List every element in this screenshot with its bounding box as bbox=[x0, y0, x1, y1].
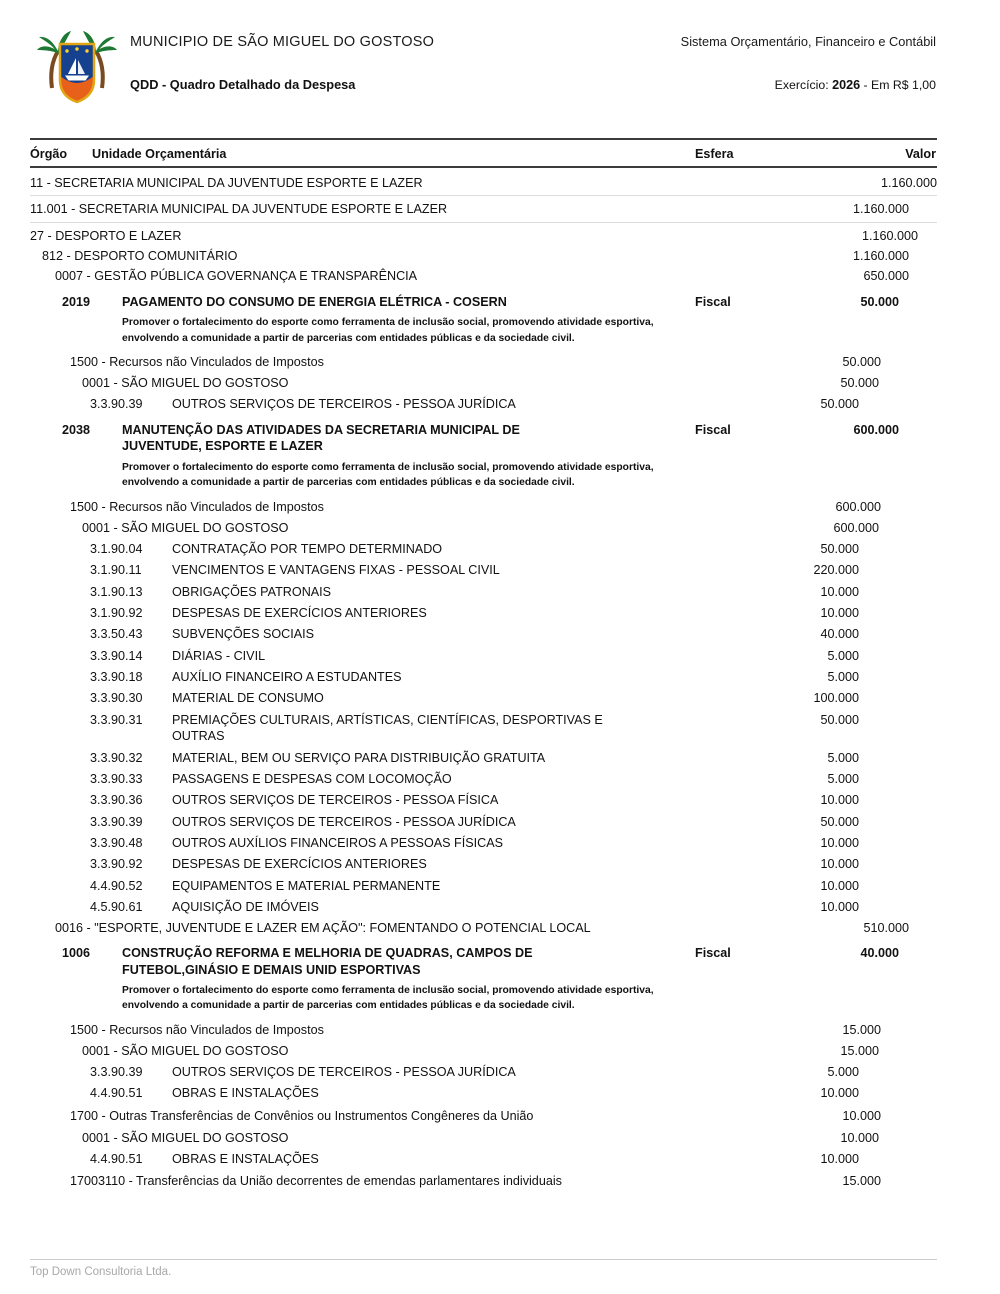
table-row-natureza bbox=[30, 854, 937, 875]
nature-code: 4.5.90.61 bbox=[90, 900, 143, 915]
nature-code: 3.3.90.18 bbox=[90, 670, 143, 685]
row-value: 650.000 bbox=[863, 269, 909, 284]
nature-value: 10.000 bbox=[820, 878, 859, 893]
column-header-esfera: Esfera bbox=[695, 147, 734, 161]
exercise-label: Exercício: bbox=[774, 78, 829, 92]
nature-label: OUTROS AUXÍLIOS FINANCEIROS A PESSOAS FÍSICAS bbox=[172, 835, 504, 850]
row-label: 11.001 - SECRETARIA MUNICIPAL DA JUVENTUDE ESPORTE E LAZER bbox=[30, 202, 448, 217]
nature-label: SUBVENÇÕES SOCIAIS bbox=[172, 627, 315, 642]
nature-label: CONTRATAÇÃO POR TEMPO DETERMINADO bbox=[172, 541, 443, 556]
action-description: Promover o fortalecimento do esporte como ferramenta de inclusão social, promovendo atividade esportiva, envolvendo a comunidade a partir de parcerias com entidades públicas e da sociedade civil. bbox=[122, 317, 654, 344]
row-value: 1.160.000 bbox=[852, 202, 909, 217]
table-row-natureza bbox=[30, 1148, 937, 1169]
row-label: 812 - DESPORTO COMUNITÁRIO bbox=[42, 249, 238, 264]
nature-value: 10.000 bbox=[820, 900, 859, 915]
nature-code: 3.3.90.32 bbox=[90, 750, 143, 765]
row-value: 1.160.000 bbox=[861, 228, 918, 243]
table-row-natureza bbox=[30, 394, 937, 415]
nature-label: VENCIMENTOS E VANTAGENS FIXAS - PESSOAL CIVIL bbox=[172, 563, 500, 578]
report-header bbox=[0, 0, 1000, 138]
nature-code: 3.3.90.30 bbox=[90, 691, 143, 706]
table-row-natureza bbox=[30, 667, 937, 688]
action-value: 600.000 bbox=[853, 423, 899, 438]
action-esfera: Fiscal bbox=[695, 294, 731, 309]
row-value: 15.000 bbox=[842, 1174, 881, 1189]
table-row-natureza bbox=[30, 581, 937, 602]
nature-label: MATERIAL DE CONSUMO bbox=[172, 691, 324, 706]
row-label: 27 - DESPORTO E LAZER bbox=[30, 228, 182, 243]
nature-value: 5.000 bbox=[827, 771, 859, 786]
table-row-natureza bbox=[30, 688, 937, 709]
nature-code: 3.3.90.14 bbox=[90, 648, 143, 663]
row-label: 1500 - Recursos não Vinculados de Impostos bbox=[70, 1022, 324, 1037]
nature-value: 50.000 bbox=[820, 814, 859, 829]
table-row-funcao bbox=[30, 223, 937, 246]
nature-value: 10.000 bbox=[820, 584, 859, 599]
nature-value: 5.000 bbox=[827, 750, 859, 765]
nature-code: 3.3.90.39 bbox=[90, 814, 143, 829]
row-value: 1.160.000 bbox=[852, 249, 909, 264]
nature-code: 3.3.90.92 bbox=[90, 857, 143, 872]
row-value: 50.000 bbox=[842, 355, 881, 370]
row-label: 1500 - Recursos não Vinculados de Impostos bbox=[70, 499, 324, 514]
nature-code: 3.3.90.33 bbox=[90, 771, 143, 786]
municipality-name: MUNICIPIO DE SÃO MIGUEL DO GOSTOSO bbox=[130, 34, 435, 50]
exercise-year: 2026 bbox=[832, 78, 861, 92]
nature-value: 220.000 bbox=[813, 563, 859, 578]
nature-code: 4.4.90.51 bbox=[90, 1086, 143, 1101]
table-row-fonte bbox=[30, 1104, 937, 1126]
nature-code: 3.3.90.36 bbox=[90, 793, 143, 808]
row-label: 1700 - Outras Transferências de Convênios ou Instrumentos Congêneres da União bbox=[70, 1109, 534, 1124]
crest-icon bbox=[37, 30, 117, 116]
table-row-natureza bbox=[30, 603, 937, 624]
nature-value: 10.000 bbox=[820, 606, 859, 620]
nature-value: 100.000 bbox=[813, 691, 859, 706]
nature-code: 4.4.90.52 bbox=[90, 878, 143, 893]
column-header-orgao: Órgão bbox=[30, 147, 68, 161]
row-value: 600.000 bbox=[833, 521, 879, 536]
system-name: Sistema Orçamentário, Financeiro e Contábil bbox=[680, 34, 936, 49]
nature-value: 40.000 bbox=[820, 627, 859, 642]
table-row-natureza bbox=[30, 645, 937, 666]
row-value: 1.160.000 bbox=[880, 176, 937, 190]
table-row-unidade bbox=[30, 196, 937, 222]
action-description: Promover o fortalecimento do esporte como ferramenta de inclusão social, promovendo atividade esportiva, envolvendo a comunidade a partir de parcerias com entidades públicas e da sociedade civil. bbox=[122, 461, 654, 489]
report-footer bbox=[30, 1259, 937, 1278]
row-value: 510.000 bbox=[863, 920, 909, 935]
action-esfera: Fiscal bbox=[695, 423, 731, 438]
nature-label: OBRAS E INSTALAÇÕES bbox=[172, 1151, 319, 1166]
currency-note: - Em R$ 1,00 bbox=[863, 78, 936, 92]
nature-code: 3.3.90.39 bbox=[90, 397, 143, 412]
municipality-crest-logo bbox=[37, 30, 117, 116]
row-label: 11 - SECRETARIA MUNICIPAL DA JUVENTUDE ESPORTE E LAZER bbox=[30, 176, 423, 190]
action-title: PAGAMENTO DO CONSUMO DE ENERGIA ELÉTRICA - COSERN bbox=[122, 294, 507, 309]
nature-label: OBRIGAÇÕES PATRONAIS bbox=[172, 584, 332, 599]
nature-value: 10.000 bbox=[820, 1086, 859, 1101]
footer-company: Top Down Consultoria Ltda. bbox=[30, 1266, 172, 1278]
nature-label: DESPESAS DE EXERCÍCIOS ANTERIORES bbox=[172, 606, 427, 620]
nature-code: 3.1.90.11 bbox=[90, 563, 142, 578]
row-value: 10.000 bbox=[840, 1130, 879, 1145]
table-row-natureza bbox=[30, 811, 937, 832]
nature-value: 50.000 bbox=[820, 541, 859, 556]
nature-label: OBRAS E INSTALAÇÕES bbox=[172, 1086, 319, 1101]
nature-label: MATERIAL, BEM OU SERVIÇO PARA DISTRIBUIÇÃO GRATUITA bbox=[172, 750, 546, 765]
table-row-fonte bbox=[30, 495, 937, 517]
table-row-fonte bbox=[30, 1018, 937, 1040]
action-main bbox=[122, 294, 695, 346]
table-row-natureza bbox=[30, 709, 937, 747]
nature-label: OUTROS SERVIÇOS DE TERCEIROS - PESSOA JURÍDICA bbox=[172, 397, 516, 412]
column-header-valor: Valor bbox=[905, 147, 936, 161]
table-row-fonte bbox=[30, 350, 937, 372]
nature-code: 3.1.90.13 bbox=[90, 584, 143, 599]
nature-label: PASSAGENS E DESPESAS COM LOCOMOÇÃO bbox=[172, 771, 452, 786]
nature-label: OUTROS SERVIÇOS DE TERCEIROS - PESSOA JURÍDICA bbox=[172, 1065, 516, 1080]
table-row-programa bbox=[30, 918, 937, 938]
nature-value: 50.000 bbox=[820, 712, 859, 727]
column-header-unidade: Unidade Orçamentária bbox=[92, 147, 227, 161]
action-title: CONSTRUÇÃO REFORMA E MELHORIA DE QUADRAS, CAMPOS DE FUTEBOL,GINÁSIO E DEMAIS UNID ESPORTIVAS bbox=[122, 946, 533, 977]
table-row-local bbox=[30, 1127, 937, 1148]
table-row-natureza bbox=[30, 624, 937, 645]
table-row-fonte bbox=[30, 1169, 937, 1191]
table-row-natureza bbox=[30, 875, 937, 896]
row-label: 0001 - SÃO MIGUEL DO GOSTOSO bbox=[82, 376, 289, 391]
action-title: MANUTENÇÃO DAS ATIVIDADES DA SECRETARIA MUNICIPAL DE JUVENTUDE, ESPORTE E LAZER bbox=[122, 423, 520, 454]
row-value: 50.000 bbox=[840, 376, 879, 391]
nature-value: 5.000 bbox=[827, 670, 859, 685]
action-code: 1006 bbox=[62, 946, 91, 961]
action-value: 50.000 bbox=[860, 294, 899, 309]
nature-code: 3.3.90.31 bbox=[90, 712, 143, 727]
table-row-natureza bbox=[30, 790, 937, 811]
action-code: 2038 bbox=[62, 423, 91, 438]
table-row-acao bbox=[30, 938, 937, 1018]
nature-code: 3.3.50.43 bbox=[90, 627, 143, 642]
nature-value: 5.000 bbox=[827, 1065, 859, 1080]
nature-label: AQUISIÇÃO DE IMÓVEIS bbox=[172, 900, 319, 915]
nature-code: 3.3.90.48 bbox=[90, 835, 143, 850]
row-label: 0001 - SÃO MIGUEL DO GOSTOSO bbox=[82, 1130, 289, 1145]
table-row-programa bbox=[30, 266, 937, 286]
row-label: 1500 - Recursos não Vinculados de Impostos bbox=[70, 355, 324, 370]
nature-value: 50.000 bbox=[820, 397, 859, 412]
nature-label: PREMIAÇÕES CULTURAIS, ARTÍSTICAS, CIENTÍFICAS, DESPORTIVAS E OUTRAS bbox=[172, 712, 603, 744]
nature-code: 3.3.90.39 bbox=[90, 1065, 143, 1080]
table-row-natureza bbox=[30, 768, 937, 789]
nature-value: 10.000 bbox=[820, 835, 859, 850]
action-main bbox=[122, 422, 695, 491]
action-code: 2019 bbox=[62, 294, 91, 309]
table-row-local bbox=[30, 372, 937, 393]
nature-label: EQUIPAMENTOS E MATERIAL PERMANENTE bbox=[172, 878, 441, 893]
nature-code: 3.1.90.92 bbox=[90, 606, 143, 620]
row-label: 0007 - GESTÃO PÚBLICA GOVERNANÇA E TRANSPARÊNCIA bbox=[55, 269, 418, 284]
report-title: QDD - Quadro Detalhado da Despesa bbox=[130, 77, 356, 92]
nature-label: OUTROS SERVIÇOS DE TERCEIROS - PESSOA FÍSICA bbox=[172, 793, 499, 808]
row-label: 0016 - "ESPORTE, JUVENTUDE E LAZER EM AÇÃO": FOMENTANDO O POTENCIAL LOCAL bbox=[55, 920, 591, 935]
nature-code: 4.4.90.51 bbox=[90, 1151, 143, 1166]
action-value: 40.000 bbox=[860, 946, 899, 961]
table-column-headers bbox=[0, 140, 1000, 166]
nature-value: 10.000 bbox=[820, 857, 859, 872]
nature-code: 3.1.90.04 bbox=[90, 541, 143, 556]
exercise-line bbox=[775, 78, 936, 92]
nature-value: 5.000 bbox=[827, 648, 859, 663]
row-value: 600.000 bbox=[835, 499, 881, 514]
table-row-natureza bbox=[30, 560, 937, 581]
nature-label: DIÁRIAS - CIVIL bbox=[172, 648, 266, 663]
action-main bbox=[122, 945, 695, 1014]
row-label: 17003110 - Transferências da União decorrentes de emendas parlamentares individuais bbox=[70, 1174, 562, 1189]
row-label: 0001 - SÃO MIGUEL DO GOSTOSO bbox=[82, 1044, 289, 1059]
table-row-natureza bbox=[30, 1083, 937, 1104]
row-value: 15.000 bbox=[842, 1022, 881, 1037]
row-label: 0001 - SÃO MIGUEL DO GOSTOSO bbox=[82, 521, 289, 536]
table-row-natureza bbox=[30, 832, 937, 853]
table-row-acao bbox=[30, 287, 937, 350]
row-value: 10.000 bbox=[842, 1109, 881, 1124]
nature-value: 10.000 bbox=[820, 793, 859, 808]
nature-value: 10.000 bbox=[820, 1151, 859, 1166]
action-description: Promover o fortalecimento do esporte como ferramenta de inclusão social, promovendo atividade esportiva, envolvendo a comunidade a partir de parcerias com entidades públicas e da sociedade civil. bbox=[122, 984, 654, 1012]
table-row-natureza bbox=[30, 1062, 937, 1083]
table-row-subfuncao bbox=[30, 246, 937, 266]
nature-label: DESPESAS DE EXERCÍCIOS ANTERIORES bbox=[172, 857, 427, 872]
nature-label: OUTROS SERVIÇOS DE TERCEIROS - PESSOA JURÍDICA bbox=[172, 814, 516, 829]
table-row-orgao bbox=[30, 170, 937, 196]
row-value: 15.000 bbox=[840, 1044, 879, 1059]
action-esfera: Fiscal bbox=[695, 946, 731, 961]
table-row-natureza bbox=[30, 538, 937, 559]
table-row-natureza bbox=[30, 897, 937, 918]
nature-label: AUXÍLIO FINANCEIRO A ESTUDANTES bbox=[172, 670, 402, 685]
table-row-local bbox=[30, 1040, 937, 1061]
report-body bbox=[0, 168, 1000, 1192]
table-row-acao bbox=[30, 415, 937, 495]
table-row-local bbox=[30, 517, 937, 538]
table-row-natureza bbox=[30, 747, 937, 768]
